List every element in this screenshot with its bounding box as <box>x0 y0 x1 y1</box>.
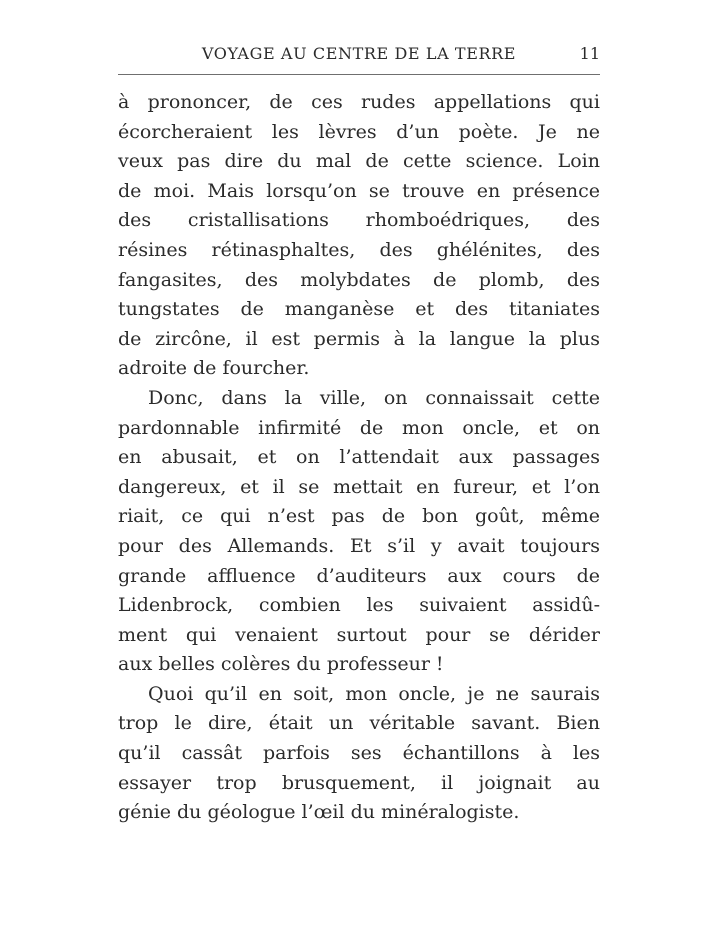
running-header-title: VOYAGE AU CENTRE DE LA TERRE <box>201 44 517 63</box>
text-line: aux belles colères du professeur ! <box>118 653 444 676</box>
text-line: à prononcer, de ces rudes appellations qui <box>118 91 600 113</box>
text-line: fangasites, des molybdates de plomb, des <box>118 268 600 291</box>
text-line: trop le dire, était un véritable savant. Bien <box>118 712 600 735</box>
running-header <box>118 44 600 68</box>
text-line: veux pas dire du mal de cette science. Loin <box>118 150 600 173</box>
text-line: qu’il cassât parfois ses échantillons à les <box>118 742 600 765</box>
text-line: Donc, dans la ville, on connaissait cette <box>148 386 600 409</box>
text-line: en abusait, et on l’attendait aux passages <box>118 446 600 469</box>
text-line: dangereux, et il se mettait en fureur, et l’on <box>118 475 600 498</box>
text-line: essayer trop brusquement, il joignait au <box>118 771 600 794</box>
text-line: Quoi qu’il en soit, mon oncle, je ne saurais <box>148 682 600 705</box>
text-line: de zircône, il est permis à la langue la plus <box>118 327 600 350</box>
text-line: grande affluence d’auditeurs aux cours de <box>118 564 600 587</box>
text-line: tungstates de manganèse et des titaniates <box>118 298 600 321</box>
text-line: riait, ce qui n’est pas de bon goût, même <box>118 505 600 528</box>
text-line: ment qui venaient surtout pour se dérider <box>118 623 600 646</box>
text-line: des cristallisations rhomboédriques, des <box>118 209 600 232</box>
text-line: pour des Allemands. Et s’il y avait toujours <box>118 534 600 557</box>
text-line: de moi. Mais lorsqu’on se trouve en présence <box>118 179 600 202</box>
header-rule-divider <box>118 74 600 75</box>
text-line: adroite de fourcher. <box>118 357 310 380</box>
text-line: Lidenbrock, combien les suivaient assidû- <box>118 594 600 617</box>
text-line: écorcheraient les lèvres d’un poète. Je ne <box>118 120 600 143</box>
page-body <box>118 88 600 828</box>
text-line: pardonnable infirmité de mon oncle, et on <box>118 416 600 439</box>
text-line: génie du géologue l’œil du minéralogiste. <box>118 801 520 824</box>
page-number: 11 <box>579 44 600 63</box>
text-line: résines rétinasphaltes, des ghélénites, des <box>118 238 600 261</box>
